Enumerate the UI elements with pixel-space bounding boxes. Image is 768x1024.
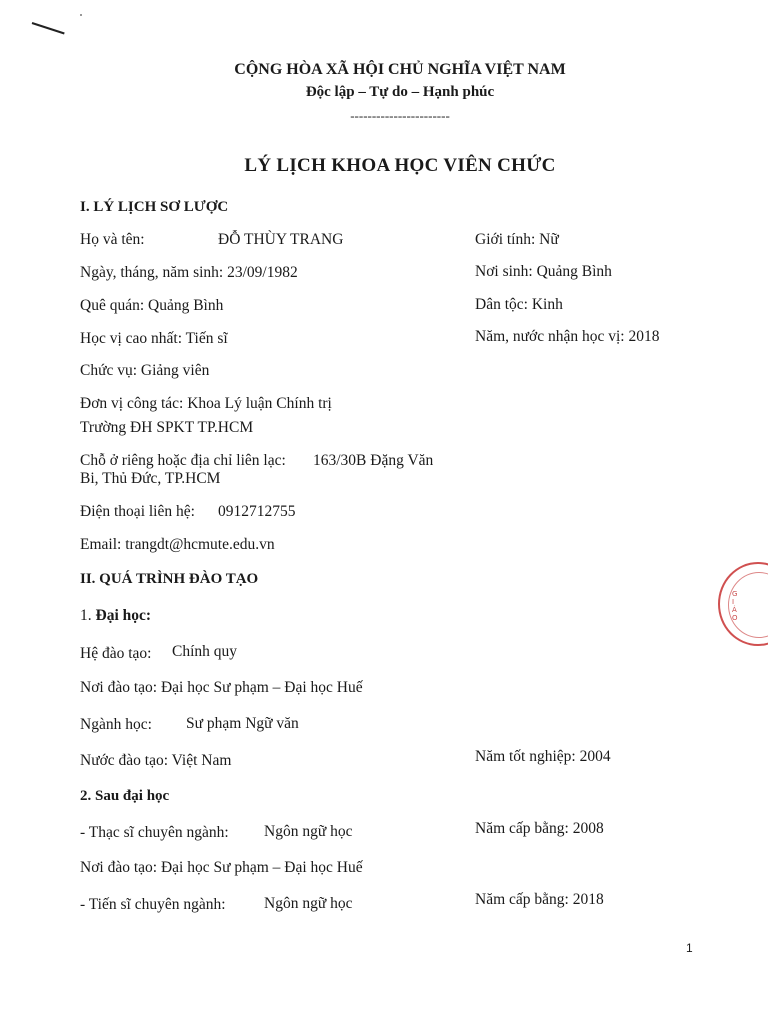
gender-field: Giới tính: Nữ	[475, 231, 559, 248]
undergrad-title: Đại học:	[95, 607, 152, 624]
official-stamp	[718, 562, 768, 646]
national-motto: Độc lập – Tự do – Hạnh phúc	[305, 84, 495, 100]
major-label: Ngành học:	[80, 716, 152, 733]
workplace-line-1: Đơn vị công tác: Khoa Lý luận Chính trị	[80, 395, 332, 412]
dob-field: Ngày, tháng, năm sinh: 23/09/1982	[80, 264, 298, 281]
undergrad-heading	[80, 607, 151, 625]
national-title: CỘNG HÒA XÃ HỘI CHỦ NGHĨA VIỆT NAM	[234, 61, 566, 78]
position-field: Chức vụ: Giảng viên	[80, 362, 210, 379]
birthplace-field: Nơi sinh: Quảng Bình	[475, 263, 612, 280]
masters-label: - Thạc sĩ chuyên ngành:	[80, 824, 229, 841]
phd-year: Năm cấp bằng: 2018	[475, 891, 604, 908]
address-line-2: Bi, Thủ Đức, TP.HCM	[80, 470, 221, 487]
address-value: 163/30B Đặng Văn	[313, 452, 434, 469]
speck	[80, 14, 82, 16]
phd-label: - Tiến sĩ chuyên ngành:	[80, 896, 226, 913]
phone-label: Điện thoại liên hệ:	[80, 503, 195, 520]
workplace-line-2: Trường ĐH SPKT TP.HCM	[80, 419, 254, 436]
postgrad-institution: Nơi đào tạo: Đại học Sư phạm – Đại học Huế	[80, 859, 363, 876]
undergrad-number: 1.	[80, 607, 92, 624]
undergrad-country: Nước đào tạo: Việt Nam	[80, 752, 232, 769]
masters-year: Năm cấp bằng: 2008	[475, 820, 604, 837]
stamp-text: GIÁO	[732, 590, 738, 622]
postgrad-heading: 2. Sau đại học	[80, 788, 170, 804]
page-number: 1	[686, 941, 693, 955]
degree-year-field: Năm, nước nhận học vị: 2018	[475, 328, 660, 345]
training-type-label: Hệ đào tạo:	[80, 645, 152, 662]
phone-value: 0912712755	[218, 503, 296, 520]
section-2-heading: II. QUÁ TRÌNH ĐÀO TẠO	[80, 571, 259, 587]
major-value: Sư phạm Ngữ văn	[186, 715, 299, 732]
graduation-year: Năm tốt nghiệp: 2004	[475, 748, 611, 765]
section-1-heading: I. LÝ LỊCH SƠ LƯỢC	[80, 199, 229, 215]
name-label: Họ và tên:	[80, 231, 145, 248]
document-title: LÝ LỊCH KHOA HỌC VIÊN CHỨC	[244, 155, 556, 176]
email-field: Email: trangdt@hcmute.edu.vn	[80, 536, 275, 553]
undergrad-institution: Nơi đào tạo: Đại học Sư phạm – Đại học Huế	[80, 679, 363, 696]
ethnicity-field: Dân tộc: Kinh	[475, 296, 563, 313]
name-value: ĐỖ THÙY TRANG	[218, 231, 344, 248]
address-label: Chỗ ở riêng hoặc địa chỉ liên lạc:	[80, 452, 286, 469]
phd-value: Ngôn ngữ học	[264, 895, 353, 912]
header-separator: -----------------------	[350, 108, 450, 123]
hometown-field: Quê quán: Quảng Bình	[80, 297, 224, 314]
degree-field: Học vị cao nhất: Tiến sĩ	[80, 330, 228, 347]
masters-value: Ngôn ngữ học	[264, 823, 353, 840]
pen-mark	[32, 22, 65, 34]
training-type-value: Chính quy	[172, 643, 238, 660]
